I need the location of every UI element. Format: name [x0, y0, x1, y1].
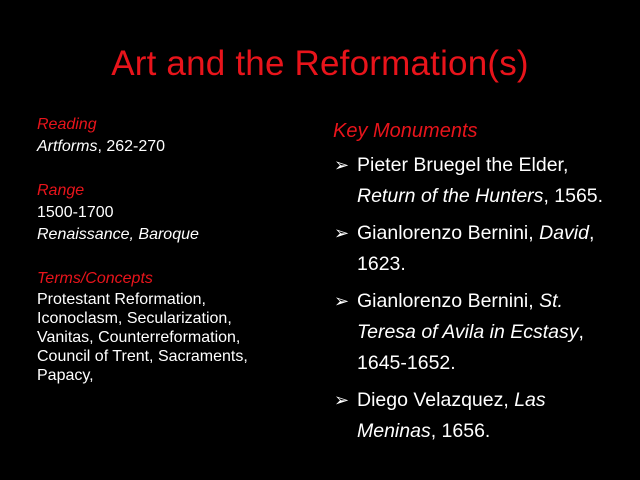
monument-work: Las Meninas — [357, 389, 546, 442]
monument-item — [333, 286, 623, 379]
monument-work: David — [539, 222, 589, 244]
monument-artist: Diego Velazquez, — [357, 389, 515, 411]
slide-title: Art and the Reformation(s) — [111, 44, 529, 83]
terms-line: Papacy, — [37, 367, 94, 384]
range-periods — [37, 224, 307, 246]
arrow-bullet-icon: ➢ — [334, 155, 350, 175]
monument-artist: Pieter Bruegel the Elder, — [357, 154, 569, 176]
terms-section — [37, 268, 307, 385]
monument-artist: Gianlorenzo Bernini, — [357, 222, 540, 244]
arrow-bullet-icon: ➢ — [334, 223, 350, 243]
monument-item — [333, 218, 623, 280]
monument-work: St. Teresa of Avila in Ecstasy — [357, 290, 579, 343]
reading-line — [37, 136, 307, 158]
range-periods-text: Renaissance, Baroque — [37, 226, 199, 243]
reading-heading: Reading — [37, 116, 97, 133]
right-column — [333, 116, 623, 453]
monument-work: Return of the Hunters — [357, 185, 544, 207]
terms-line: Iconoclasm, Secularization, — [37, 310, 232, 327]
monument-item — [333, 385, 623, 447]
monument-date: , 1565. — [543, 185, 604, 207]
arrow-bullet-icon: ➢ — [334, 390, 350, 410]
reading-pages: , 262-270 — [97, 138, 166, 155]
monument-date: , 1645-1652. — [357, 321, 584, 374]
terms-line: Protestant Reformation, — [37, 291, 206, 308]
range-section — [37, 180, 307, 246]
monument-date: , 1656. — [430, 420, 491, 442]
terms-list — [37, 290, 307, 385]
terms-heading: Terms/Concepts — [37, 270, 153, 287]
monument-artist: Gianlorenzo Bernini, — [357, 290, 540, 312]
range-heading: Range — [37, 182, 85, 199]
reading-work: Artforms — [37, 138, 98, 155]
monument-date: , 1623. — [357, 222, 595, 275]
reading-section — [37, 114, 307, 158]
terms-line: Vanitas, Counterreformation, — [37, 329, 241, 346]
monument-item — [333, 150, 623, 212]
left-column — [37, 114, 307, 407]
range-years: 1500-1700 — [37, 204, 114, 221]
key-monuments-heading: Key Monuments — [333, 120, 478, 142]
terms-line: Council of Trent, Sacraments, — [37, 348, 248, 365]
arrow-bullet-icon: ➢ — [334, 291, 350, 311]
